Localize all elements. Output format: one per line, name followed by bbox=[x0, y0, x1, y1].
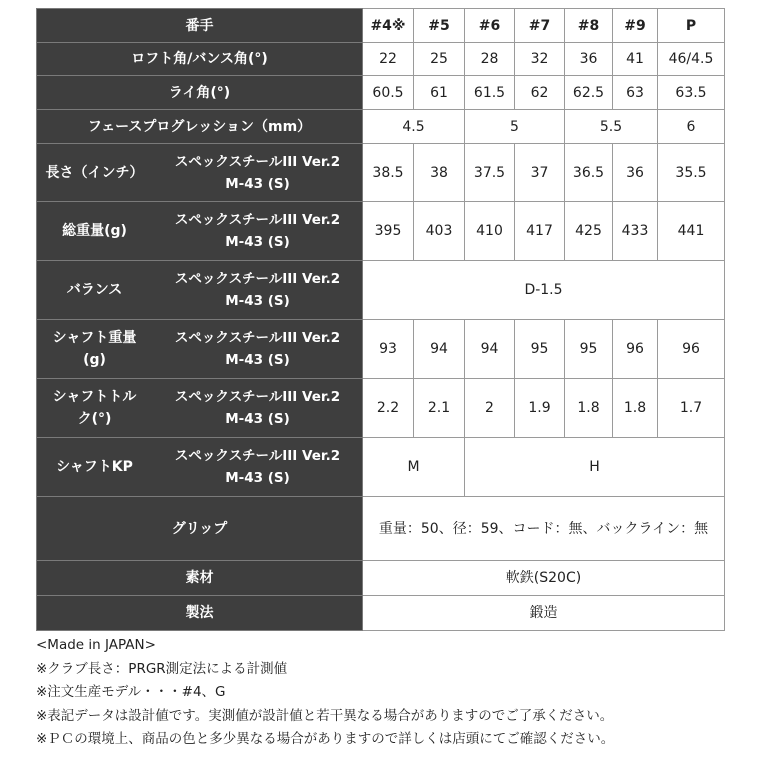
note-line: <Made in JAPAN> bbox=[36, 637, 156, 653]
shaft-name-line2: M-43 (S) bbox=[225, 175, 290, 192]
row-weight bbox=[37, 202, 725, 261]
cell: 28 bbox=[465, 43, 515, 76]
row-length bbox=[37, 144, 725, 202]
label-weight: 総重量(g) bbox=[37, 202, 153, 261]
cell: 1.8 bbox=[613, 379, 658, 438]
shaft-name-line1: スペックスチールIII Ver.2 bbox=[174, 153, 341, 170]
row-grip bbox=[37, 497, 725, 561]
label-number: 番手 bbox=[37, 9, 363, 43]
label-loft: ロフト角/バンス角(°) bbox=[37, 43, 363, 76]
header-row bbox=[37, 9, 725, 43]
cell: 38 bbox=[414, 144, 465, 202]
cell-grip bbox=[363, 497, 725, 561]
shaft-name bbox=[153, 438, 363, 497]
cell: 36.5 bbox=[565, 144, 613, 202]
cell: 441 bbox=[658, 202, 725, 261]
cell: 95 bbox=[565, 320, 613, 379]
shaft-name-line2: M-43 (S) bbox=[225, 352, 290, 368]
note-line: ※クラブ長さ：PRGR測定法による計測値 bbox=[36, 660, 288, 677]
col-header: #6 bbox=[465, 9, 515, 43]
shaft-name bbox=[153, 144, 363, 202]
shaft-name-line1: スペックスチールIII Ver.2 bbox=[174, 212, 341, 228]
cell: 93 bbox=[363, 320, 414, 379]
cell: 61.5 bbox=[465, 76, 515, 110]
cell: 鍛造 bbox=[363, 596, 725, 631]
row-progression bbox=[37, 110, 725, 144]
cell: 2.1 bbox=[414, 379, 465, 438]
note-line: ※ＰＣの環境上、商品の色と多少異なる場合がありますので詳しくは店頭にてご確認ください。 bbox=[36, 731, 615, 747]
cell: 395 bbox=[363, 202, 414, 261]
note-line: ※表記データは設計値です。実測値が設計値と若干異なる場合がありますのでご了承ください。 bbox=[36, 707, 614, 724]
cell: 4.5 bbox=[363, 110, 465, 144]
note-line: ※注文生産モデル・・・#4、G bbox=[36, 684, 226, 700]
cell: 94 bbox=[414, 320, 465, 379]
label-material: 素材 bbox=[37, 561, 363, 596]
label-torque bbox=[37, 379, 153, 438]
cell: 32 bbox=[515, 43, 565, 76]
spec-table bbox=[36, 8, 725, 631]
shaft-name-line2: M-43 (S) bbox=[225, 234, 290, 250]
cell: 1.9 bbox=[515, 379, 565, 438]
cell: 62.5 bbox=[565, 76, 613, 110]
label-torque-line2: ク(°) bbox=[77, 411, 112, 427]
label-shaft-weight-line2: (g) bbox=[83, 352, 106, 368]
col-header: #5 bbox=[414, 9, 465, 43]
cell: 46/4.5 bbox=[658, 43, 725, 76]
row-loft bbox=[37, 43, 725, 76]
shaft-name-line2: M-43 (S) bbox=[225, 411, 290, 427]
shaft-name-line2: M-43 (S) bbox=[225, 470, 290, 486]
notes bbox=[36, 634, 736, 752]
col-header: #7 bbox=[515, 9, 565, 43]
cell: 60.5 bbox=[363, 76, 414, 110]
cell: 417 bbox=[515, 202, 565, 261]
label-lie: ライ角(°) bbox=[37, 76, 363, 110]
cell: D-1.5 bbox=[363, 261, 725, 320]
cell: H bbox=[465, 438, 725, 497]
cell: 63 bbox=[613, 76, 658, 110]
cell: 軟鉄(S20C) bbox=[363, 561, 725, 596]
cell: 37 bbox=[515, 144, 565, 202]
cell: 25 bbox=[414, 43, 465, 76]
cell: 410 bbox=[465, 202, 515, 261]
shaft-name-line1: スペックスチールIII Ver.2 bbox=[174, 330, 341, 346]
cell: 1.7 bbox=[658, 379, 725, 438]
row-material bbox=[37, 561, 725, 596]
cell: 5.5 bbox=[565, 110, 658, 144]
row-lie bbox=[37, 76, 725, 110]
cell: 36 bbox=[613, 144, 658, 202]
cell: 2 bbox=[465, 379, 515, 438]
col-header: #9 bbox=[613, 9, 658, 43]
row-manufacture bbox=[37, 596, 725, 631]
row-shaft-weight bbox=[37, 320, 725, 379]
cell: 6 bbox=[658, 110, 725, 144]
cell: 61 bbox=[414, 76, 465, 110]
label-torque-line1: シャフトトル bbox=[52, 389, 137, 405]
shaft-name bbox=[153, 261, 363, 320]
cell: 22 bbox=[363, 43, 414, 76]
label-manufacture: 製法 bbox=[37, 596, 363, 631]
row-balance bbox=[37, 261, 725, 320]
cell: 1.8 bbox=[565, 379, 613, 438]
shaft-name-line1: スペックスチールIII Ver.2 bbox=[174, 448, 341, 464]
cell: 36 bbox=[565, 43, 613, 76]
label-length: 長さ（インチ） bbox=[37, 144, 153, 202]
row-kp bbox=[37, 438, 725, 497]
shaft-name-line2: M-43 (S) bbox=[225, 293, 290, 309]
cell: 38.5 bbox=[363, 144, 414, 202]
label-shaft-weight-line1: シャフト重量 bbox=[52, 330, 137, 346]
cell: 94 bbox=[465, 320, 515, 379]
cell: 425 bbox=[565, 202, 613, 261]
col-header: P bbox=[658, 9, 725, 43]
cell: 95 bbox=[515, 320, 565, 379]
cell: 63.5 bbox=[658, 76, 725, 110]
col-header: #4※ bbox=[363, 9, 414, 43]
cell: M bbox=[363, 438, 465, 497]
cell: 35.5 bbox=[658, 144, 725, 202]
label-grip: グリップ bbox=[37, 497, 363, 561]
row-torque bbox=[37, 379, 725, 438]
shaft-name bbox=[153, 320, 363, 379]
cell: 433 bbox=[613, 202, 658, 261]
label-kp: シャフトKP bbox=[37, 438, 153, 497]
col-header: #8 bbox=[565, 9, 613, 43]
cell: 41 bbox=[613, 43, 658, 76]
cell: 96 bbox=[658, 320, 725, 379]
label-progression: フェースプログレッション（mm） bbox=[37, 110, 363, 144]
shaft-name bbox=[153, 202, 363, 261]
shaft-name-line1: スペックスチールIII Ver.2 bbox=[174, 271, 341, 287]
grip-text: 重量：50、径：59、コード：無、バックライン：無 bbox=[378, 520, 709, 537]
cell: 5 bbox=[465, 110, 565, 144]
cell: 403 bbox=[414, 202, 465, 261]
label-balance: バランス bbox=[37, 261, 153, 320]
shaft-name bbox=[153, 379, 363, 438]
cell: 37.5 bbox=[465, 144, 515, 202]
cell: 96 bbox=[613, 320, 658, 379]
cell: 62 bbox=[515, 76, 565, 110]
cell: 2.2 bbox=[363, 379, 414, 438]
label-shaft-weight bbox=[37, 320, 153, 379]
shaft-name-line1: スペックスチールIII Ver.2 bbox=[174, 389, 341, 405]
